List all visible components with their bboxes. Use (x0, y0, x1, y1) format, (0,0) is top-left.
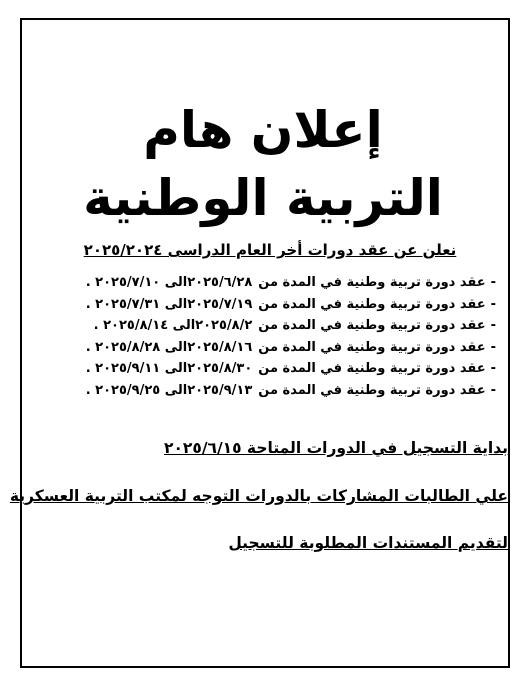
course-text: عقد دورة تربية وطنية في المدة من (258, 275, 486, 290)
course-text: عقد دورة تربية وطنية في المدة من (258, 339, 486, 355)
course-text: عقد دورة تربية وطنية في المدة من (258, 318, 486, 333)
course-dates: ٢٠٢٥/٨/١٦الى ٢٠٢٥/٨/٢٨ . (85, 339, 253, 355)
course-dates: ٢٠٢٥/٩/١٣الى ٢٠٢٥/٩/٢٥ . (85, 382, 253, 398)
course-text: عقد دورة تربية وطنية في المدة من (258, 361, 486, 376)
bullet: - (490, 275, 496, 290)
documents-instruction: لتقديم المستندات المطلوبة للتسجيل (228, 534, 508, 552)
course-item (36, 315, 496, 337)
bullet: - (490, 339, 496, 355)
announcement-title: إعلان هام (143, 101, 383, 159)
course-dates: ٢٠٢٥/٨/٢الى ٢٠٢٥/٨/١٤ . (93, 318, 253, 333)
course-item (36, 358, 496, 380)
course-dates: ٢٠٢٥/٨/٣٠الى ٢٠٢٥/٩/١١ . (85, 361, 253, 376)
course-text: عقد دورة تربية وطنية في المدة من (258, 296, 486, 312)
course-text: عقد دورة تربية وطنية في المدة من (258, 382, 486, 398)
students-instruction: علي الطالبات المشاركات بالدورات التوجه لمكتب التربية العسكرية (9, 487, 508, 505)
bullet: - (490, 361, 496, 376)
bullet: - (490, 296, 496, 312)
course-item (36, 294, 496, 316)
course-dates: ٢٠٢٥/٧/١٩الى ٢٠٢٥/٧/٣١ . (85, 296, 253, 312)
subject-title: التربية الوطنية (83, 169, 443, 227)
announcement-heading: نعلن عن عقد دورات أخر العام الدراسى ٢٠٢٥/٢٠٢٤ (83, 241, 457, 259)
course-item (36, 337, 496, 359)
registration-start: بداية التسجيل في الدورات المتاحة ٢٠٢٥/٦/١٥ (163, 439, 508, 457)
course-item (36, 380, 496, 402)
course-dates: ٢٠٢٥/٦/٢٨الى ٢٠٢٥/٧/١٠ . (85, 275, 253, 290)
course-item (36, 272, 496, 294)
bullet: - (490, 382, 496, 398)
bullet: - (490, 318, 496, 333)
course-list (36, 272, 496, 401)
